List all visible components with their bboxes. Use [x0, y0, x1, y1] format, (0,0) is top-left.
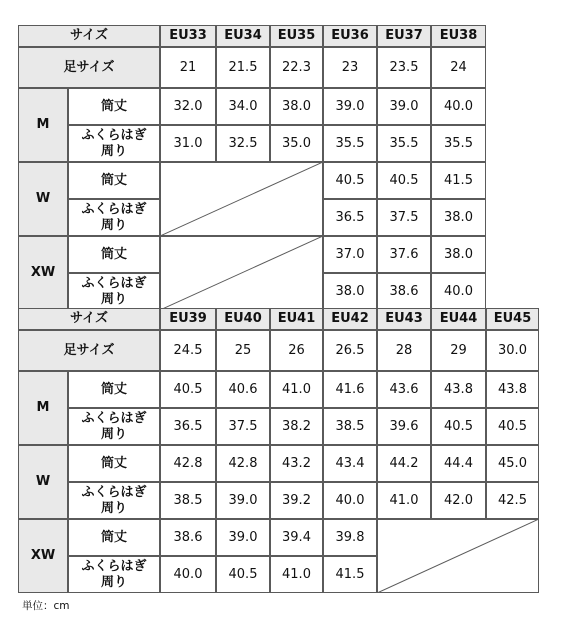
bottom_table-W-length-label [68, 445, 160, 482]
bottom_table-XW-diagonal [377, 519, 539, 593]
bottom_table-size-1-text: EU40 [224, 311, 262, 327]
top_table-XW-calf-3 [323, 273, 377, 310]
top_table-size-3 [323, 25, 377, 47]
bottom_table-M-calf-3 [323, 408, 377, 445]
bottom_table-M-calf-1-text: 37.5 [228, 418, 258, 434]
top_table-M-length-label-text: 筒丈 [100, 98, 127, 114]
top_table-M-calf-1 [216, 125, 270, 162]
top_table-W-calf-label [68, 199, 160, 236]
top_table-M-length-4-text: 39.0 [389, 98, 419, 114]
top_table-XW-calf-label [68, 273, 160, 310]
top_table-W-length-5-text: 41.5 [444, 172, 473, 188]
bottom_table-M-calf-6 [486, 408, 539, 445]
bottom_table-W-length-6 [486, 445, 539, 482]
top_table-XW-calf-5-text: 40.0 [444, 283, 473, 299]
top_table-size-label [18, 25, 160, 47]
top_table-foot-1 [216, 47, 270, 88]
bottom_table-M-length-label-text: 筒丈 [100, 381, 127, 397]
bottom_table-foot-0 [160, 330, 216, 371]
top_table-foot-label [18, 47, 160, 88]
top_table-XW-length-3-text: 37.0 [335, 246, 365, 262]
bottom_table-M-calf-label-text: ふくらはぎ 周り [81, 410, 147, 442]
bottom_table-W-length-1 [216, 445, 270, 482]
bottom_table-size-2 [270, 308, 323, 330]
bottom_table-XW-calf-label-text: ふくらはぎ 周り [81, 558, 147, 590]
bottom_table-W-calf-3-text: 40.0 [335, 492, 365, 508]
top_table-width-M-text: M [36, 117, 50, 133]
top_table-M-calf-2-text: 35.0 [282, 135, 311, 151]
bottom_table-W-length-6-text: 45.0 [498, 455, 527, 471]
top_table-W-calf-5-text: 38.0 [444, 209, 473, 225]
top_table-size-5 [431, 25, 486, 47]
top_table-size-1-text: EU34 [224, 28, 262, 44]
top_table-M-length-3-text: 39.0 [335, 98, 365, 114]
bottom_table-foot-3 [323, 330, 377, 371]
bottom_table-M-length-3-text: 41.6 [335, 381, 365, 397]
top_table-XW-length-label-text: 筒丈 [100, 246, 127, 262]
bottom_table-foot-label-text: 足サイズ [63, 342, 115, 358]
top_table-M-length-0 [160, 88, 216, 125]
bottom_table-W-calf-label-text: ふくらはぎ 周り [81, 484, 147, 516]
top_table-W-length-label [68, 162, 160, 199]
bottom_table-foot-3-text: 26.5 [335, 342, 365, 358]
bottom_table-foot-5 [431, 330, 486, 371]
bottom_table-size-1 [216, 308, 270, 330]
bottom_table-M-calf-6-text: 40.5 [498, 418, 527, 434]
bottom_table-M-calf-4-text: 39.6 [389, 418, 419, 434]
bottom_table-M-length-5 [431, 371, 486, 408]
top_table-W-diagonal [160, 162, 323, 236]
top_table-W-length-5 [431, 162, 486, 199]
top_table-XW-length-5 [431, 236, 486, 273]
bottom_table-XW-calf-1-text: 40.5 [228, 566, 258, 582]
bottom_table-M-calf-2-text: 38.2 [282, 418, 311, 434]
bottom_table-size-3-text: EU42 [331, 311, 369, 327]
bottom_table-XW-calf-3 [323, 556, 377, 593]
top_table-foot-4 [377, 47, 431, 88]
top_table-XW-length-4 [377, 236, 431, 273]
top_table-size-label-text: サイズ [70, 28, 108, 44]
top_table-width-W [18, 162, 68, 236]
top_table-size-4 [377, 25, 431, 47]
top_table-width-XW [18, 236, 68, 310]
bottom_table-XW-calf-2 [270, 556, 323, 593]
top_table-M-length-2 [270, 88, 323, 125]
bottom_table-W-calf-0-text: 38.5 [173, 492, 203, 508]
top_table-W-calf-3-text: 36.5 [335, 209, 365, 225]
bottom_table-XW-length-2-text: 39.4 [282, 529, 311, 545]
bottom_table-W-calf-6 [486, 482, 539, 519]
top_table-width-M [18, 88, 68, 162]
bottom_table-W-calf-2-text: 39.2 [282, 492, 311, 508]
bottom_table-width-W-text: W [35, 474, 51, 490]
bottom_table-W-calf-0 [160, 482, 216, 519]
bottom_table-foot-6-text: 30.0 [498, 342, 527, 358]
bottom_table-W-calf-3 [323, 482, 377, 519]
bottom_table-XW-length-1 [216, 519, 270, 556]
bottom_table-W-length-label-text: 筒丈 [100, 455, 127, 471]
top_table-M-calf-3-text: 35.5 [335, 135, 365, 151]
top_table-size-4-text: EU37 [385, 28, 423, 44]
top_table-W-length-3-text: 40.5 [335, 172, 365, 188]
top_table-W-length-3 [323, 162, 377, 199]
top_table-M-calf-0-text: 31.0 [173, 135, 203, 151]
bottom_table-size-6-text: EU45 [493, 311, 532, 327]
bottom_table-M-calf-label [68, 408, 160, 445]
bottom_table-size-4-text: EU43 [385, 311, 423, 327]
top_table-M-calf-5 [431, 125, 486, 162]
bottom_table-foot-5-text: 29 [450, 342, 467, 358]
top_table-M-length-5-text: 40.0 [444, 98, 473, 114]
bottom_table-W-calf-2 [270, 482, 323, 519]
top_table-size-2-text: EU35 [277, 28, 316, 44]
top_table-M-calf-5-text: 35.5 [444, 135, 473, 151]
top_table-M-calf-3 [323, 125, 377, 162]
bottom_table-M-length-0 [160, 371, 216, 408]
bottom_table-size-5 [431, 308, 486, 330]
top_table-foot-5-text: 24 [450, 59, 467, 75]
bottom_table-M-calf-5-text: 40.5 [444, 418, 473, 434]
bottom_table-M-length-1-text: 40.6 [228, 381, 258, 397]
top_table-size-0-text: EU33 [169, 28, 207, 44]
top_table-foot-0 [160, 47, 216, 88]
bottom_table-M-length-2-text: 41.0 [282, 381, 311, 397]
bottom_table-M-length-6 [486, 371, 539, 408]
bottom_table-width-XW [18, 519, 68, 593]
bottom_table-M-length-3 [323, 371, 377, 408]
bottom_table-W-length-4 [377, 445, 431, 482]
top_table-M-length-label [68, 88, 160, 125]
top_table-W-length-4-text: 40.5 [389, 172, 419, 188]
top_table-XW-length-4-text: 37.6 [389, 246, 419, 262]
bottom_table-M-length-1 [216, 371, 270, 408]
bottom_table-M-length-5-text: 43.8 [444, 381, 473, 397]
top_table-XW-calf-4-text: 38.6 [389, 283, 419, 299]
bottom_table-M-calf-3-text: 38.5 [335, 418, 365, 434]
bottom_table-XW-diagonal-line [377, 519, 539, 593]
bottom_table-foot-4 [377, 330, 431, 371]
bottom_table-M-calf-0 [160, 408, 216, 445]
bottom_table-width-M [18, 371, 68, 445]
top_table-XW-diagonal [160, 236, 323, 310]
unit-note: 単位：cm [22, 600, 70, 612]
top_table-M-length-0-text: 32.0 [173, 98, 203, 114]
top_table-foot-0-text: 21 [179, 59, 197, 75]
bottom_table-XW-length-3-text: 39.8 [335, 529, 365, 545]
bottom_table-size-6 [486, 308, 539, 330]
bottom_table-XW-length-0 [160, 519, 216, 556]
bottom_table-M-calf-1 [216, 408, 270, 445]
bottom_table-W-length-2-text: 43.2 [282, 455, 311, 471]
bottom_table-W-length-2 [270, 445, 323, 482]
bottom_table-size-5-text: EU44 [439, 311, 478, 327]
top_table-XW-length-3 [323, 236, 377, 273]
bottom_table-M-length-6-text: 43.8 [498, 381, 527, 397]
top_table-size-1 [216, 25, 270, 47]
bottom_table-XW-calf-1 [216, 556, 270, 593]
bottom_table-M-calf-5 [431, 408, 486, 445]
top_table-size-5-text: EU38 [439, 28, 478, 44]
bottom_table-M-calf-2 [270, 408, 323, 445]
bottom_table-foot-0-text: 24.5 [173, 342, 203, 358]
bottom_table-XW-length-3 [323, 519, 377, 556]
top_table-XW-calf-3-text: 38.0 [335, 283, 365, 299]
top_table-foot-label-text: 足サイズ [63, 59, 115, 75]
bottom_table-size-label-text: サイズ [70, 311, 108, 327]
bottom_table-XW-calf-3-text: 41.5 [335, 566, 365, 582]
bottom_table-XW-calf-2-text: 41.0 [282, 566, 311, 582]
bottom_table-M-calf-4 [377, 408, 431, 445]
bottom_table-XW-length-label-text: 筒丈 [100, 529, 127, 545]
top_table-M-length-1-text: 34.0 [228, 98, 258, 114]
bottom_table-foot-label [18, 330, 160, 371]
bottom_table-XW-length-1-text: 39.0 [228, 529, 258, 545]
top_table-W-calf-3 [323, 199, 377, 236]
top_table-M-length-5 [431, 88, 486, 125]
bottom_table-width-W [18, 445, 68, 519]
bottom_table-foot-4-text: 28 [395, 342, 413, 358]
bottom_table-W-calf-6-text: 42.5 [498, 492, 527, 508]
bottom_table-W-length-0-text: 42.8 [173, 455, 203, 471]
top_table-M-length-1 [216, 88, 270, 125]
top_table-width-W-text: W [35, 191, 51, 207]
top_table-width-XW-text: XW [30, 265, 56, 281]
top_table-M-calf-label [68, 125, 160, 162]
top_table-XW-diagonal-line [160, 236, 323, 310]
bottom_table-XW-calf-0 [160, 556, 216, 593]
bottom_table-W-length-0 [160, 445, 216, 482]
bottom_table-foot-2-text: 26 [288, 342, 305, 358]
top_table-size-3-text: EU36 [331, 28, 369, 44]
bottom_table-W-length-3-text: 43.4 [335, 455, 365, 471]
top_table-M-calf-4-text: 35.5 [389, 135, 419, 151]
top_table-foot-5 [431, 47, 486, 88]
top_table-W-calf-4-text: 37.5 [389, 209, 419, 225]
bottom_table-W-length-1-text: 42.8 [228, 455, 258, 471]
top_table-foot-2-text: 22.3 [282, 59, 311, 75]
bottom_table-XW-calf-label [68, 556, 160, 593]
bottom_table-M-length-2 [270, 371, 323, 408]
bottom_table-M-length-label [68, 371, 160, 408]
bottom_table-W-calf-4-text: 41.0 [389, 492, 419, 508]
bottom_table-width-M-text: M [36, 400, 50, 416]
top_table-W-calf-label-text: ふくらはぎ 周り [81, 201, 147, 233]
bottom_table-size-0 [160, 308, 216, 330]
bottom_table-W-calf-1-text: 39.0 [228, 492, 258, 508]
top_table-XW-calf-5 [431, 273, 486, 310]
top_table-M-length-4 [377, 88, 431, 125]
top_table-XW-length-5-text: 38.0 [444, 246, 473, 262]
top_table-size-2 [270, 25, 323, 47]
bottom_table-M-length-0-text: 40.5 [173, 381, 203, 397]
top_table-W-length-label-text: 筒丈 [100, 172, 127, 188]
top_table-M-calf-1-text: 32.5 [228, 135, 258, 151]
top_table-foot-4-text: 23.5 [389, 59, 419, 75]
top_table-foot-1-text: 21.5 [228, 59, 258, 75]
top_table-M-length-3 [323, 88, 377, 125]
bottom_table-W-calf-5 [431, 482, 486, 519]
top_table-foot-3 [323, 47, 377, 88]
top_table-XW-calf-label-text: ふくらはぎ 周り [81, 275, 147, 307]
bottom_table-XW-length-2 [270, 519, 323, 556]
bottom_table-W-length-3 [323, 445, 377, 482]
bottom_table-W-calf-1 [216, 482, 270, 519]
bottom_table-W-calf-4 [377, 482, 431, 519]
bottom_table-width-XW-text: XW [30, 548, 56, 564]
bottom_table-W-calf-5-text: 42.0 [444, 492, 473, 508]
bottom_table-size-4 [377, 308, 431, 330]
bottom_table-XW-length-label [68, 519, 160, 556]
top_table-W-calf-5 [431, 199, 486, 236]
bottom_table-size-label [18, 308, 160, 330]
top_table-M-calf-2 [270, 125, 323, 162]
bottom_table-W-length-5-text: 44.4 [444, 455, 473, 471]
top_table-M-calf-4 [377, 125, 431, 162]
bottom_table-foot-2 [270, 330, 323, 371]
top_table-W-length-4 [377, 162, 431, 199]
top_table-foot-2 [270, 47, 323, 88]
bottom_table-size-3 [323, 308, 377, 330]
bottom_table-W-length-5 [431, 445, 486, 482]
bottom_table-XW-calf-0-text: 40.0 [173, 566, 203, 582]
bottom_table-foot-1 [216, 330, 270, 371]
top_table-W-diagonal-line [160, 162, 323, 236]
bottom_table-M-length-4-text: 43.6 [389, 381, 419, 397]
top_table-M-length-2-text: 38.0 [282, 98, 311, 114]
top_table-M-calf-0 [160, 125, 216, 162]
top_table-foot-3-text: 23 [341, 59, 359, 75]
bottom_table-M-length-4 [377, 371, 431, 408]
bottom_table-M-calf-0-text: 36.5 [173, 418, 203, 434]
bottom_table-W-calf-label [68, 482, 160, 519]
bottom_table-foot-1-text: 25 [234, 342, 252, 358]
top_table-size-0 [160, 25, 216, 47]
bottom_table-XW-length-0-text: 38.6 [173, 529, 203, 545]
top_table-M-calf-label-text: ふくらはぎ 周り [81, 127, 147, 159]
bottom_table-size-2-text: EU41 [277, 311, 316, 327]
bottom_table-size-0-text: EU39 [169, 311, 207, 327]
top_table-XW-calf-4 [377, 273, 431, 310]
top_table-W-calf-4 [377, 199, 431, 236]
bottom_table-W-length-4-text: 44.2 [389, 455, 419, 471]
top_table-XW-length-label [68, 236, 160, 273]
bottom_table-foot-6 [486, 330, 539, 371]
